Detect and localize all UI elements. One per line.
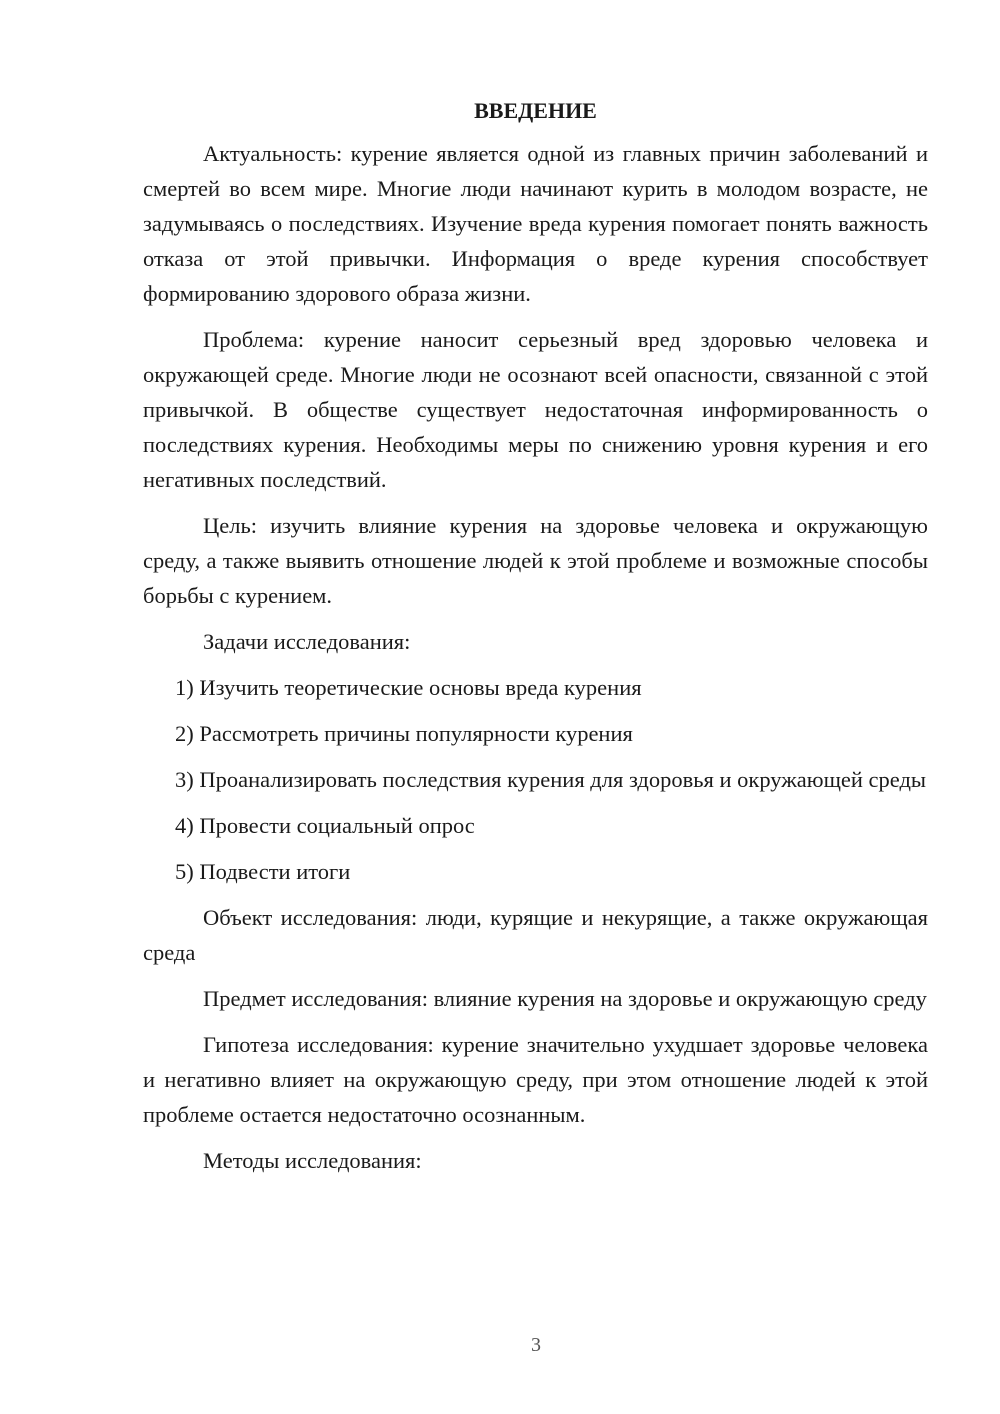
page-title: ВВЕДЕНИЕ <box>474 98 597 123</box>
object-paragraph: Объект исследования: люди, курящие и некурящие, а также окружающая среда <box>143 905 928 965</box>
task-item: 5) Подвести итоги <box>175 859 351 884</box>
task-item: 1) Изучить теоретические основы вреда курения <box>175 675 642 700</box>
task-item: 3) Проанализировать последствия курения для здоровья и окружающей среды <box>175 767 927 792</box>
task-item: 2) Рассмотреть причины популярности курения <box>175 721 633 746</box>
goal-paragraph: Цель: изучить влияние курения на здоровье человека и окружающую среду, а также выявить отношение людей к этой проблеме и возможные способы борьбы с курением. <box>143 513 928 608</box>
methods-heading: Методы исследования: <box>203 1148 422 1173</box>
page-body <box>143 96 928 1189</box>
subject-paragraph: Предмет исследования: влияние курения на здоровье и окружающую среду <box>203 986 927 1011</box>
hypothesis-paragraph: Гипотеза исследования: курение значительно ухудшает здоровье человека и негативно влияет на окружающую среду, при этом отношение людей к этой проблеме остается недостаточно осознанным. <box>143 1032 928 1127</box>
task-item: 4) Провести социальный опрос <box>175 813 475 838</box>
page-number: 3 <box>531 1334 541 1356</box>
problem-paragraph: Проблема: курение наносит серьезный вред здоровью человека и окружающей среде. Многие люди не осознают всей опасности, связанной с этой привычкой. В обществе существует недостаточная информированность о последствиях курения. Необходимы меры по снижению уровня курения и его негативных последствий. <box>143 327 928 492</box>
tasks-heading: Задачи исследования: <box>203 629 411 654</box>
relevance-paragraph: Актуальность: курение является одной из главных причин заболеваний и смертей во всем мире. Многие люди начинают курить в молодом возрасте, не задумываясь о последствиях. Изучение вреда курения помогает понять важность отказа от этой привычки. Информация о вреде курения способствует формированию здорового образа жизни. <box>143 141 928 306</box>
